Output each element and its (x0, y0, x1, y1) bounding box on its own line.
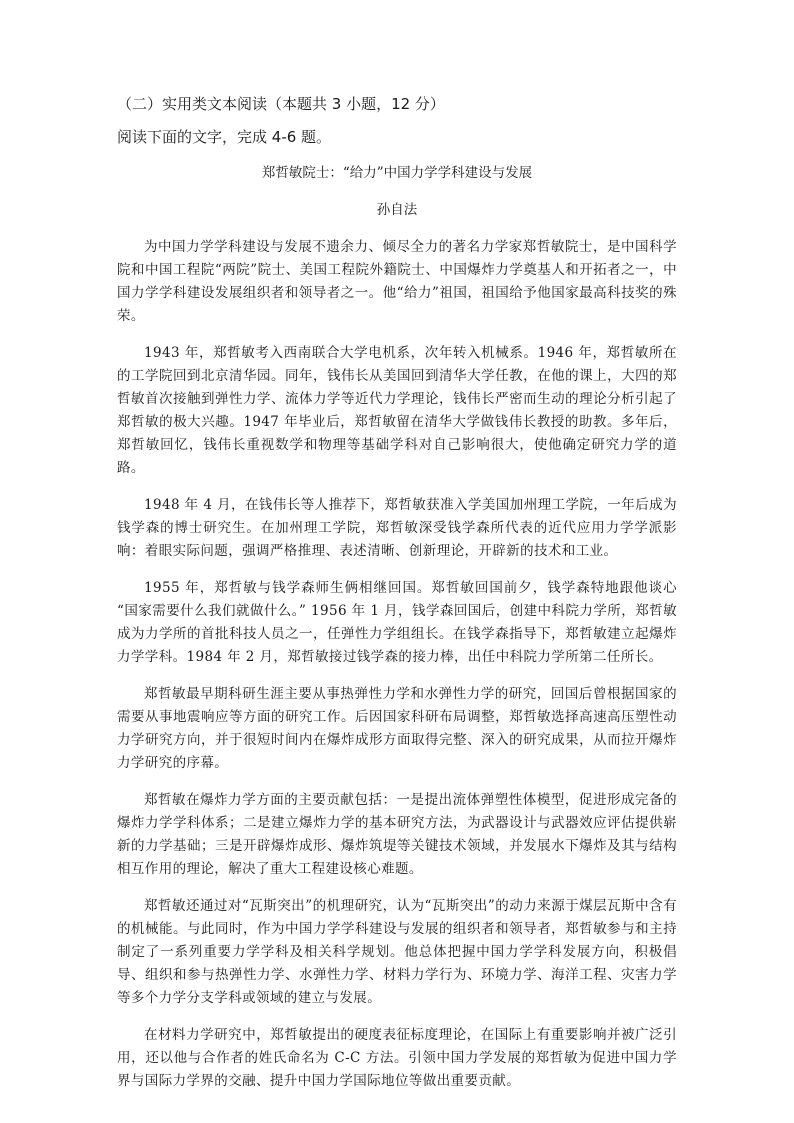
article-title: 郑哲敏院士：“给力”中国力学学科建设与发展 (261, 165, 533, 181)
paragraph: 郑哲敏还通过对“瓦斯突出”的机理研究，认为“瓦斯突出”的动力来源于煤层瓦斯中含有的机械能。与此同时，作为中国力学学科建设与发展的组织者和领导者，郑哲敏参与和主持制定了一系列重要力学学科及相关科学规划。他总体把握中国力学学科发展方向，积极倡导、组织和参与热弹性力学、水弹性力学、材料力学行为、环境力学、海洋工程、灾害力学等多个力学分支学科或领域的建立与发展。 (117, 898, 677, 1006)
paragraph: 在材料力学研究中，郑哲敏提出的硬度表征标度理论，在国际上有重要影响并被广泛引用，还以他与合作者的姓氏命名为 C-C 方法。引领中国力学发展的郑哲敏为促进中国力学界与国际力学界的交融、提升中国力学国际地位等做出重要贡献。 (117, 1027, 677, 1089)
paragraph: 1955 年，郑哲敏与钱学森师生俩相继回国。郑哲敏回国前夕，钱学森特地跟他谈心 “国家需要什么我们就做什么。” 1956 年 1 月，钱学森回国后，创建中科院力学所，郑哲敏成为力学所的首批科技人员之一，任弹性力学组组长。在钱学森指导下，郑哲敏建立起爆炸力学学科。1984 年 2 月，郑哲敏接过钱学森的接力棒，出任中科院力学所第二任所长。 (117, 580, 677, 665)
paragraph: 郑哲敏最早期科研生涯主要从事热弹性力学和水弹性力学的研究，回国后曾根据国家的需要从事地震响应等方面的研究工作。后因国家科研布局调整，郑哲敏选择高速高压塑性动力学研究方向，并于很短时间内在爆炸成形方面取得完整、深入的研究成果，从而拉开爆炸力学研究的序幕。 (117, 686, 677, 771)
article-body (117, 236, 677, 1107)
paragraph: 1943 年，郑哲敏考入西南联合大学电机系，次年转入机械系。1946 年，郑哲敏所在的工学院回到北京清华园。同年，钱伟长从美国回到清华大学任教，在他的课上，大四的郑哲敏首次接触到弹性力学、流体力学等近代力学理论，钱伟长严密而生动的理论分析引起了郑哲敏的极大兴趣。1947 年毕业后，郑哲敏留在清华大学做钱伟长教授的助教。多年后，郑哲敏回忆，钱伟长重视数学和物理等基础学科对自己影响很大，使他确定研究力学的道路。 (117, 345, 677, 476)
section-header: （二）实用类文本阅读（本题共 3 小题，12 分） (117, 95, 445, 113)
article-author: 孙自法 (376, 202, 418, 218)
paragraph: 为中国力学学科建设与发展不遗余力、倾尽全力的著名力学家郑哲敏院士，是中国科学院和中国工程院“两院”院士、美国工程院外籍院士、中国爆炸力学奠基人和开拓者之一，中国力学学科建设发展组织者和领导者之一。他“给力”祖国，祖国给予他国家最高科技奖的殊荣。 (117, 239, 677, 324)
paragraph: 1948 年 4 月，在钱伟长等人推荐下，郑哲敏获准入学美国加州理工学院，一年后成为钱学森的博士研究生。在加州理工学院，郑哲敏深受钱学森所代表的近代应用力学学派影响：着眼实际问题，强调严格推理、表述清晰、创新理论，开辟新的技术和工业。 (117, 497, 677, 559)
reading-instruction: 阅读下面的文字，完成 4-6 题。 (117, 128, 332, 146)
paragraph: 郑哲敏在爆炸力学方面的主要贡献包括：一是提出流体弹塑性体模型，促进形成完备的爆炸力学学科体系；二是建立爆炸力学的基本研究方法，为武器设计与武器效应评估提供崭新的力学基础；三是开辟爆炸成形、爆炸筑堤等关键技术领域，并发展水下爆炸及其与结构相互作用的理论，解决了重大工程建设核心难题。 (117, 792, 677, 877)
